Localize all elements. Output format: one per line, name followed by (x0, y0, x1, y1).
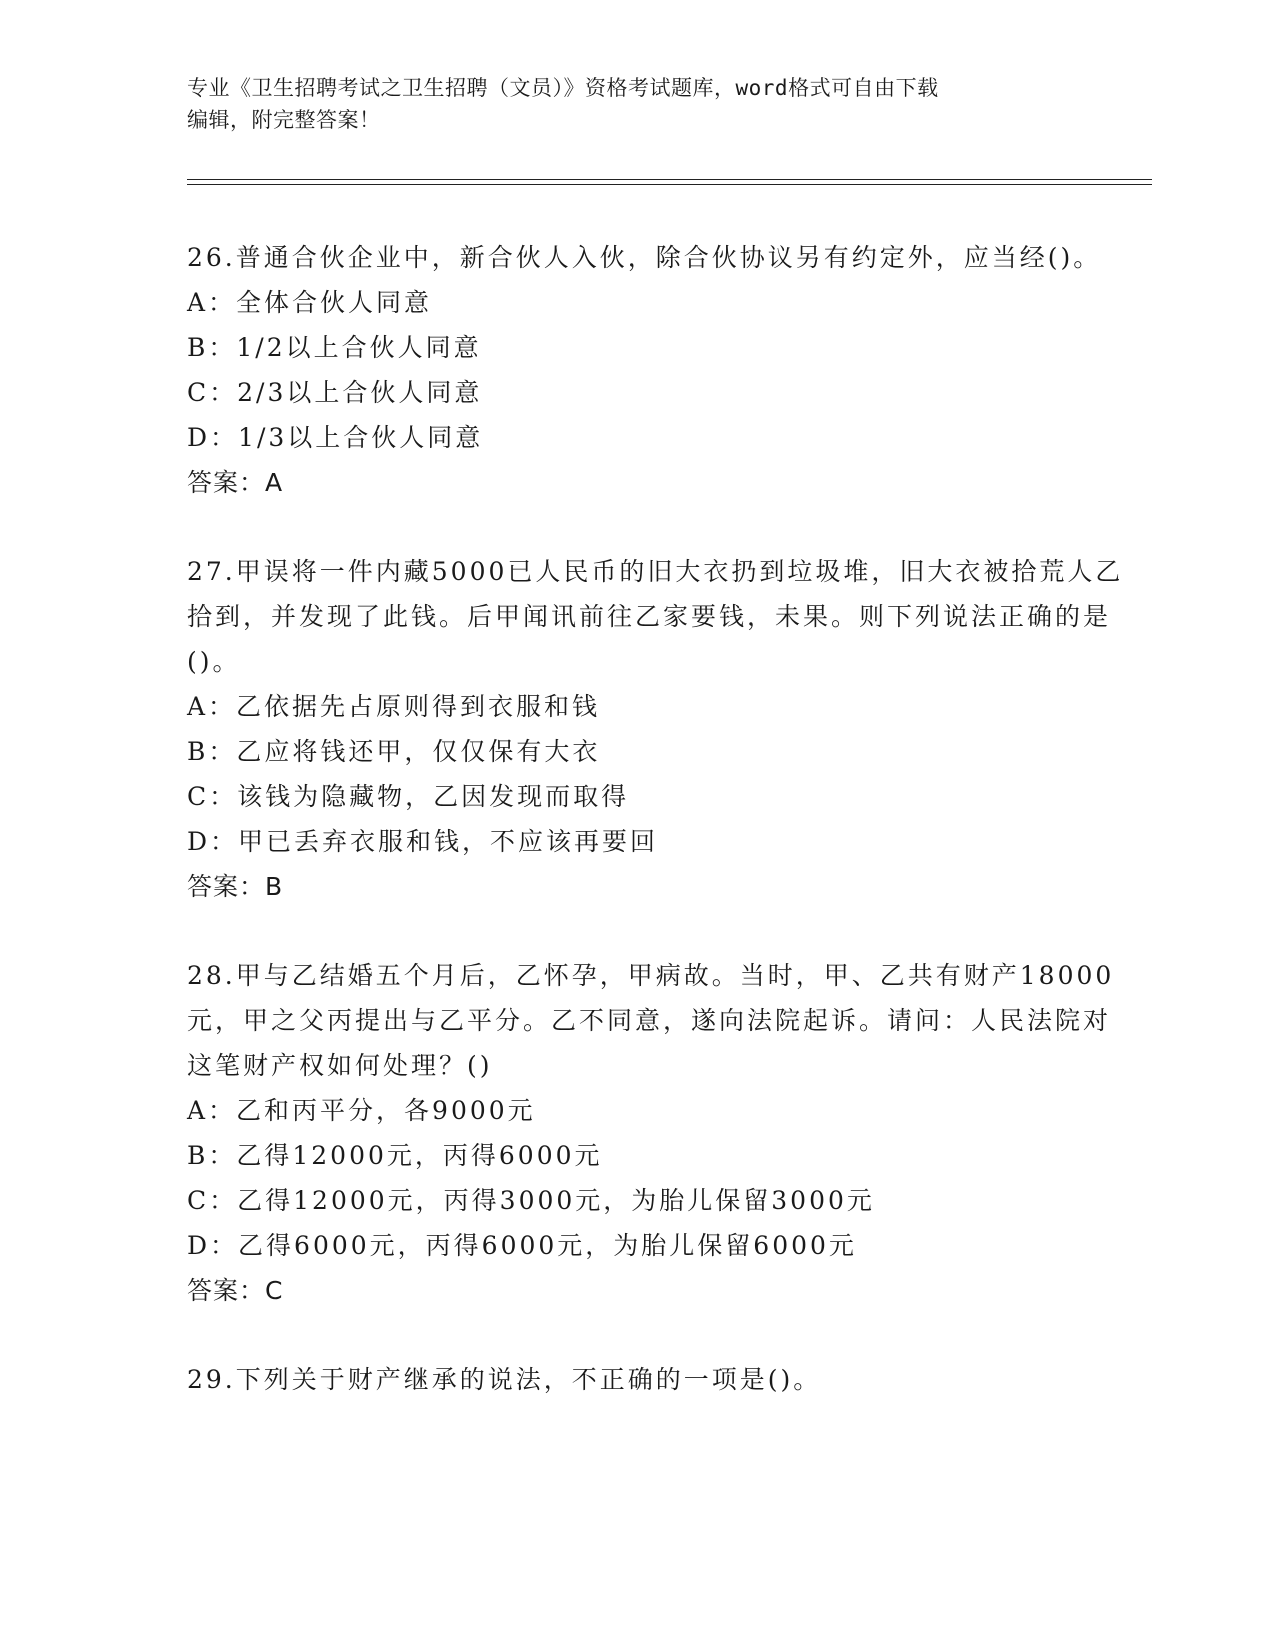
answer: 答案：A (187, 468, 284, 497)
question-text: 28.甲与乙结婚五个月后，乙怀孕，甲病故。当时，甲、乙共有财产18000元，甲之父丙提出与乙平分。乙不同意，遂向法院起诉。请问：人民法院对这笔财产权如何处理？() (187, 961, 1115, 1080)
question-28 (187, 953, 1137, 1313)
option-a: A：乙依据先占原则得到衣服和钱 (187, 692, 601, 721)
header-divider-bottom (187, 184, 1152, 185)
option-b: B：乙得12000元，丙得6000元 (187, 1141, 603, 1170)
option-c: C：2/3以上合伙人同意 (187, 378, 483, 407)
option-d: D：1/3以上合伙人同意 (187, 423, 484, 452)
question-text: 26.普通合伙企业中，新合伙人入伙，除合伙协议另有约定外，应当经()。 (187, 243, 1102, 272)
question-list (187, 235, 1137, 1446)
option-c: C：乙得12000元，丙得3000元，为胎儿保留3000元 (187, 1186, 875, 1215)
option-b: B：1/2以上合伙人同意 (187, 333, 482, 362)
header-line-1: 专业《卫生招聘考试之卫生招聘（文员）》资格考试题库，word格式可自由下载 (187, 76, 939, 100)
option-d: D：甲已丢弃衣服和钱，不应该再要回 (187, 827, 659, 856)
question-text: 29.下列关于财产继承的说法，不正确的一项是()。 (187, 1365, 822, 1394)
header-divider-top (187, 179, 1152, 180)
question-text: 27.甲误将一件内藏5000已人民币的旧大衣扔到垃圾堆，旧大衣被拾荒人乙拾到，并发现了此钱。后甲闻讯前往乙家要钱，未果。则下列说法正确的是()。 (187, 557, 1124, 676)
document-header (187, 72, 1087, 136)
option-d: D：乙得6000元，丙得6000元，为胎儿保留6000元 (187, 1231, 857, 1260)
answer: 答案：C (187, 1276, 284, 1305)
answer: 答案：B (187, 872, 284, 901)
question-29 (187, 1357, 1137, 1402)
question-27 (187, 549, 1137, 909)
option-a: A：全体合伙人同意 (187, 288, 433, 317)
option-c: C：该钱为隐藏物，乙因发现而取得 (187, 782, 630, 811)
option-a: A：乙和丙平分，各9000元 (187, 1096, 536, 1125)
question-26 (187, 235, 1137, 505)
header-line-2: 编辑，附完整答案！ (187, 108, 381, 132)
option-b: B：乙应将钱还甲，仅仅保有大衣 (187, 737, 601, 766)
